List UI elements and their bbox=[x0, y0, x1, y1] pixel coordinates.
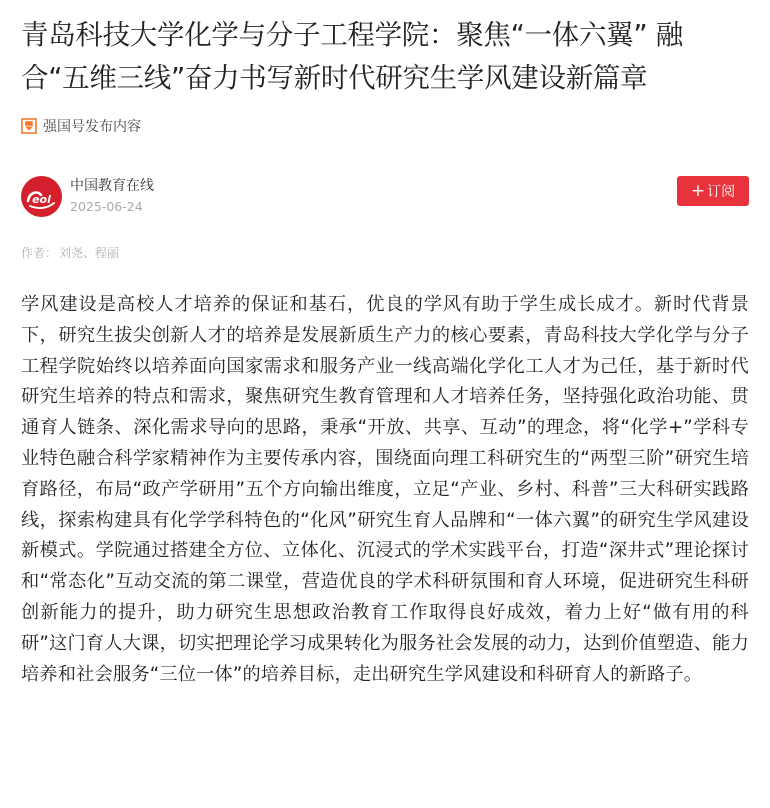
publisher-name[interactable]: 中国教育在线 bbox=[70, 177, 154, 194]
subscribe-label: 订阅 bbox=[707, 184, 736, 200]
source-tag bbox=[21, 116, 749, 136]
publisher-logo-text: eol bbox=[32, 192, 51, 206]
plus-icon: + bbox=[690, 180, 706, 201]
byline bbox=[21, 244, 749, 260]
subscribe-button[interactable] bbox=[677, 176, 749, 206]
publisher-avatar[interactable] bbox=[21, 176, 62, 217]
byline-prefix: 作者： bbox=[21, 246, 58, 260]
article-title: 青岛科技大学化学与分子工程学院：聚焦“一体六翼” 融合“五维三线”奋力书写新时代研究生学风建设新篇章 bbox=[21, 19, 683, 94]
publisher-row bbox=[21, 174, 749, 218]
publish-date: 2025-06-24 bbox=[70, 198, 143, 214]
flag-badge-icon bbox=[21, 118, 37, 134]
publisher-info bbox=[70, 177, 154, 216]
eol-logo bbox=[21, 176, 62, 217]
byline-authors: 刘尧、程丽 bbox=[59, 246, 120, 260]
article-body: 学风建设是高校人才培养的保证和基石，优良的学风有助于学生成长成才。新时代背景下，研究生拔尖创新人才的培养是发展新质生产力的核心要素，青岛科技大学化学与分子工程学院始终以培养面向国家需求和服务产业一线高端化学化工人才为己任，基于新时代研究生培养的特点和需求，聚焦研究生教育管理和人才培养任务，坚持强化政治功能、贯通育人链条、深化需求导向的思路，秉承“开放、共享、互动”的理念，将“化学+”学科专业特色融合科学家精神作为主要传承内容，围绕面向理工科研究生的“两型三阶”研究生培育路径，布局“政产学研用”五个方向输出维度，立足“产业、乡村、科普”三大科研实践路线，探索构建具有化学学科特色的“化风”研究生育人品牌和“一体六翼”的研究生学风建设新模式。学院通过搭建全方位、立体化、沉浸式的学术实践平台，打造“深井式”理论探讨和“常态化”互动交流的第二课堂，营造优良的学术科研氛围和育人环境，促进研究生科研创新能力的提升，助力研究生思想政治教育工作取得良好成效，着力上好“做有用的科研”这门育人大课，切实把理论学习成果转化为服务社会发展的动力，达到价值塑造、能力培养和社会服务“三位一体”的培养目标，走出研究生学风建设和科研育人的新路子。 bbox=[21, 294, 749, 685]
source-label: 强国号发布内容 bbox=[43, 119, 141, 135]
